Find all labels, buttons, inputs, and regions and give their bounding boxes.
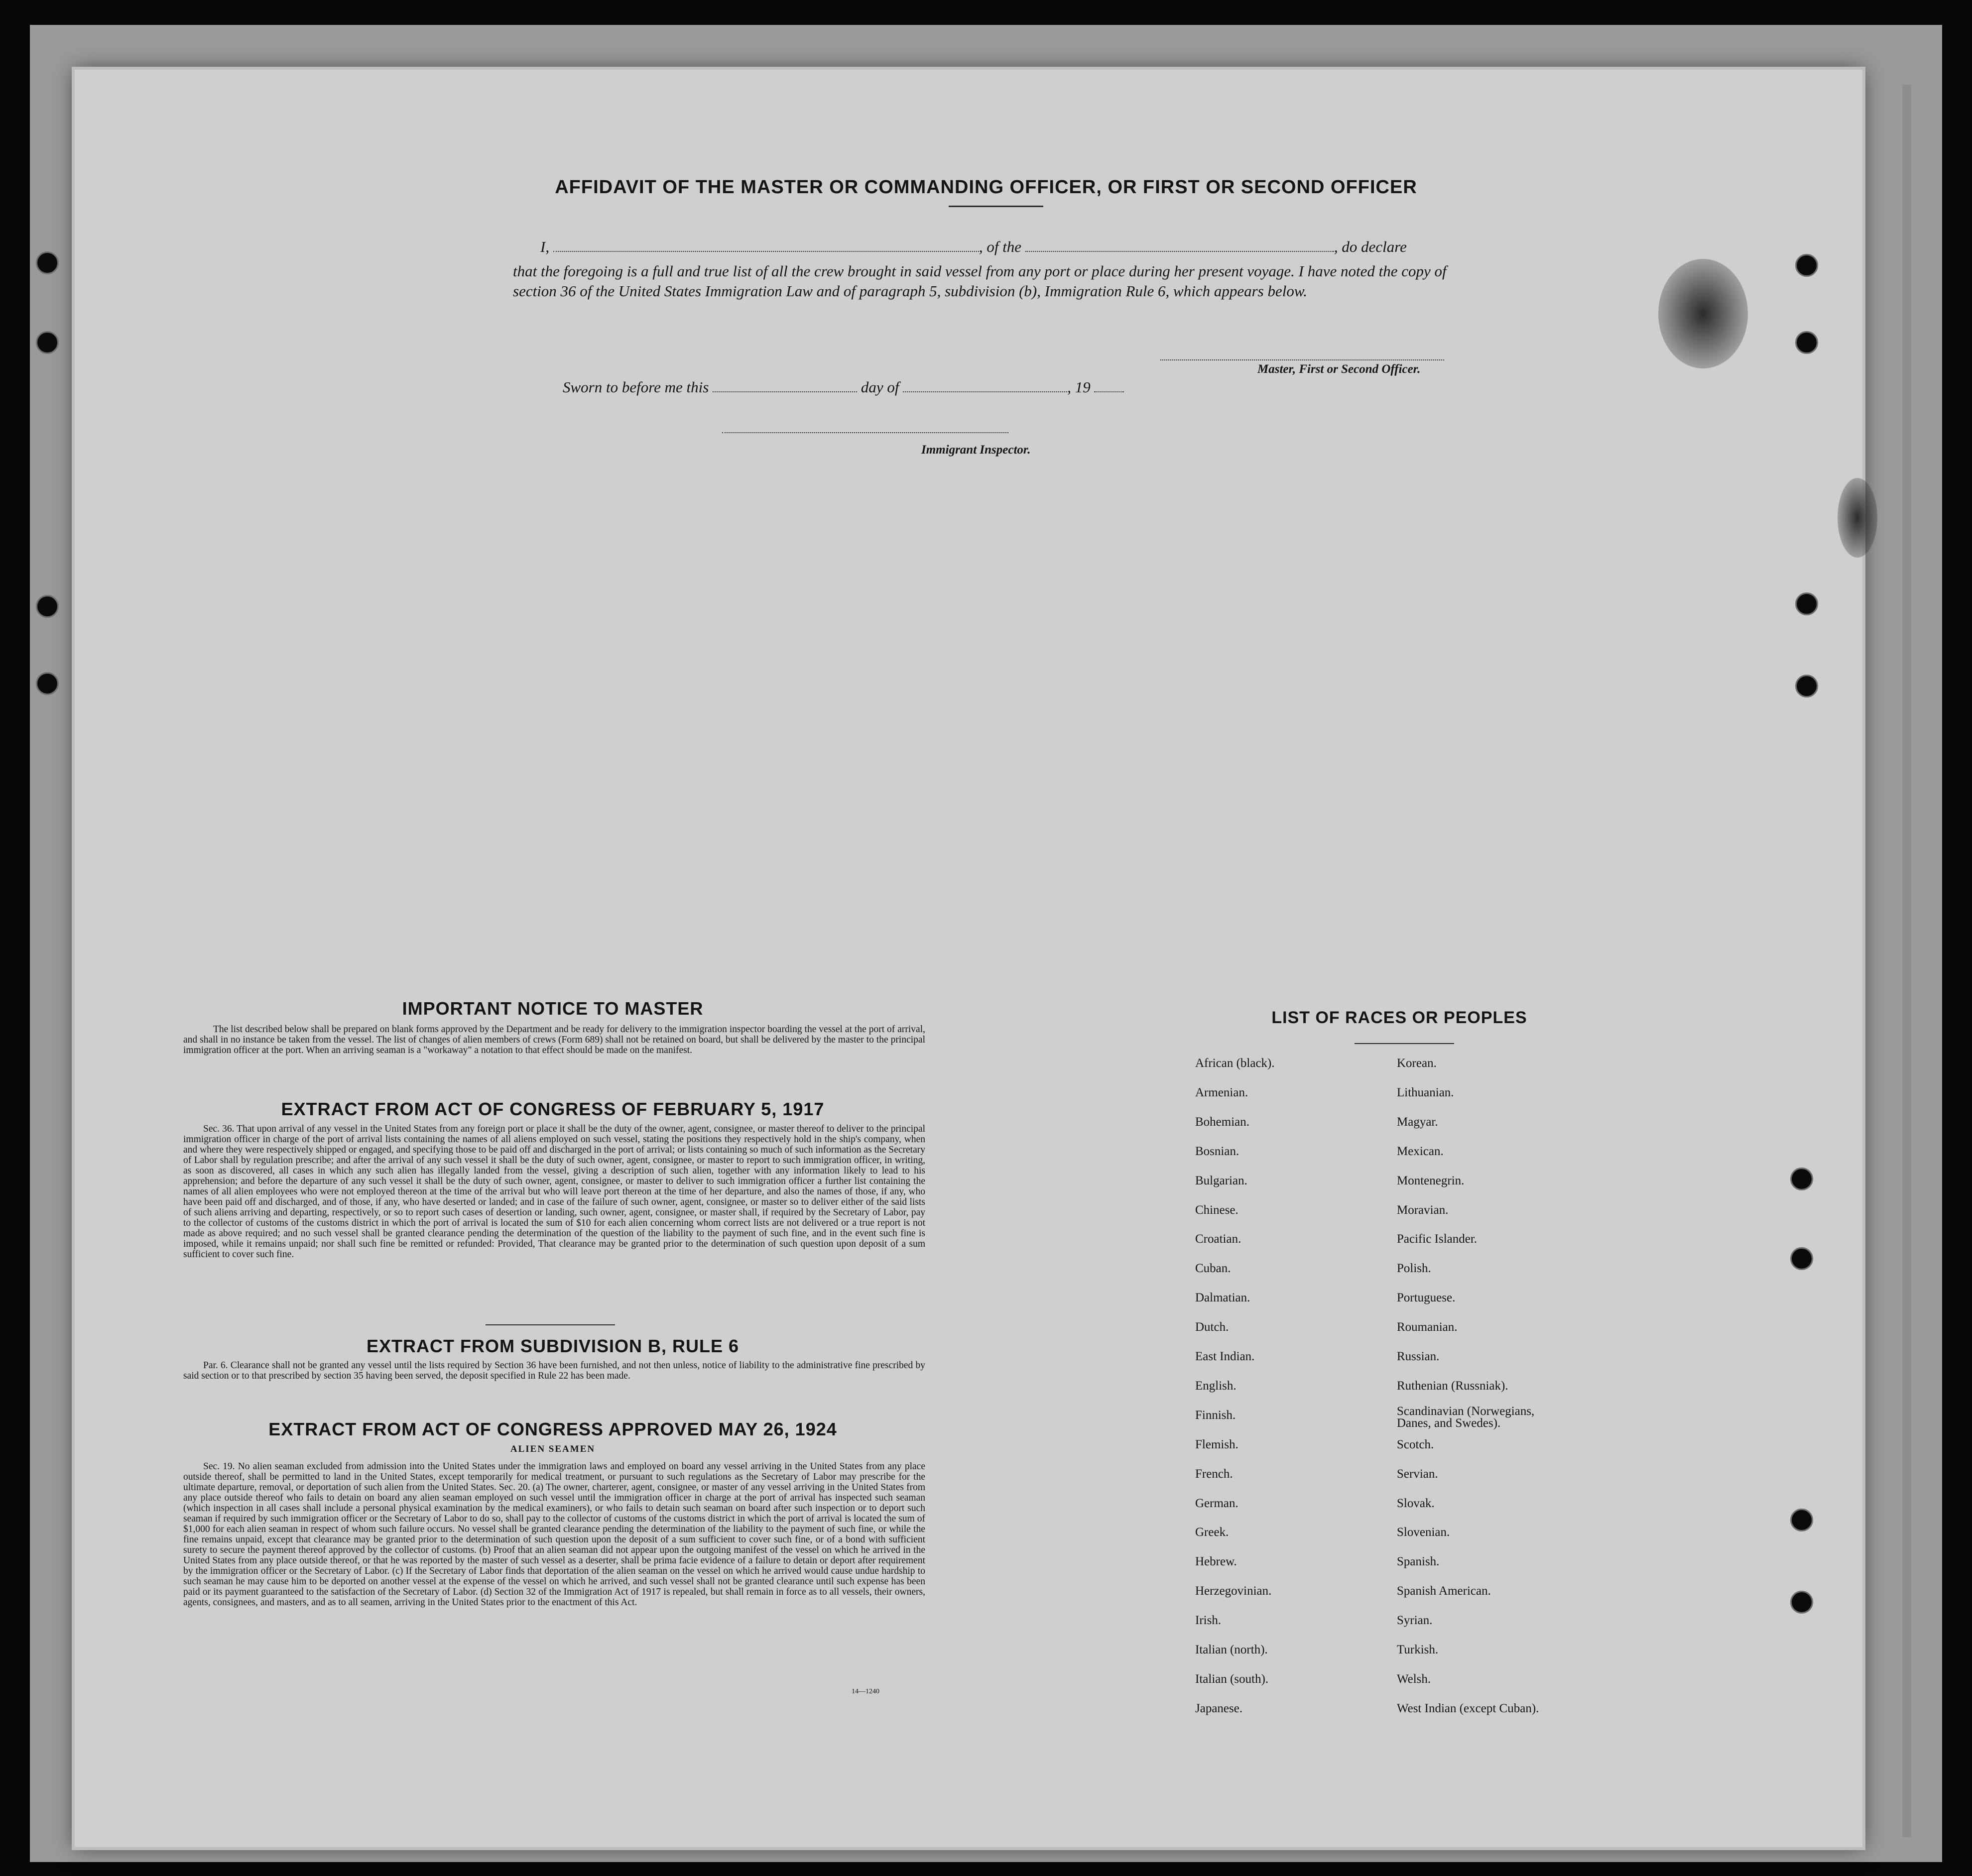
- punch-hole: [1795, 331, 1818, 354]
- punch-hole: [1790, 1509, 1813, 1531]
- affidavit-body: that the foregoing is a full and true list of all the crew brought in said vessel from any port or place during her present voyage. I have noted the copy of section 36 of the United States Immigration Law and of paragraph 5, subdivision (b), Immigration Rule 6, which appears below.: [513, 262, 1447, 300]
- sworn-prefix: Sworn to before me this: [563, 378, 709, 396]
- sworn-day-of: day of: [861, 378, 899, 396]
- extract-1924-subtitle: ALIEN SEAMEN: [510, 1444, 596, 1454]
- race-entry: Mexican.: [1397, 1144, 1444, 1158]
- affidavit-line-1: [540, 238, 1407, 256]
- inspector-signature-line[interactable]: [722, 432, 1008, 433]
- ink-smudge: [1658, 259, 1748, 368]
- sworn-day-blank[interactable]: [713, 379, 857, 392]
- affidavit-of-the: , of the: [979, 238, 1022, 255]
- race-entry: Bosnian.: [1195, 1144, 1239, 1158]
- section-divider: [486, 1324, 615, 1325]
- race-entry: Russian.: [1397, 1350, 1440, 1363]
- extract-1924-title: EXTRACT FROM ACT OF CONGRESS APPROVED MAY 26, 1924: [268, 1419, 837, 1439]
- extract-rule6-body: Par. 6. Clearance shall not be granted any vessel until the lists required by Section 36 have been furnished, and not then unless, notice of liability to the administrative fine prescribed by said section or to that prescribed by section 35 having been served, the deposit specified in Rule 22 has been made.: [183, 1360, 925, 1381]
- punch-hole: [36, 672, 59, 695]
- race-entry: Flemish.: [1195, 1437, 1238, 1451]
- race-entry: Greek.: [1195, 1525, 1229, 1539]
- race-entry: East Indian.: [1195, 1350, 1255, 1363]
- race-entry: Lithuanian.: [1397, 1085, 1454, 1099]
- ink-smudge: [1838, 478, 1877, 558]
- extract-1924-body: Sec. 19. No alien seaman excluded from admission into the United States under the immigration laws and employed on board any vessel arriving in the United States from any place outside thereof, shall be permitted to land in the United States, except temporarily for medical treatment, or pursuant to such regulations as the Secretary of Labor may prescribe for the ultimate departure, removal, or deportation of such alien from the United States. Sec. 20. (a) The owner, charterer, agent, consignee, or master of any vessel arriving in the United States from any place outside thereof who fails to detain on board any alien seaman employed on such vessel until the immigration officer in charge at the port of arrival has inspected such seaman (which inspection in all cases shall include a personal physical examination by the medical examiners), or who fails to detain such seaman on board after such inspection or to deport such seaman if required by such immigration officer or the Secretary of Labor to do so, shall pay to the collector of customs of the customs district in which the port of arrival is located the sum of $1,000 for each alien seaman in respect of whom such failure occurs. No vessel shall be granted clearance pending the determination of the liability to the payment of such fine, or while the fine remains unpaid, except that clearance may be granted prior to the determination of such question upon the deposit of a sum sufficient to cover such fine, or of a bond with sufficient surety to secure the payment thereof approved by the collector of customs. (b) Proof that an alien seaman did not appear upon the outgoing manifest of the vessel on which he arrived in the United States from any place outside thereof, or that he was reported by the master of such vessel as a deserter, shall be prima facie evidence of a failure to detain or deport after requirement by the immigration officer or the Secretary of Labor. (c) If the Secretary of Labor finds that deportation of the alien seaman on the vessel on which he arrived would cause undue hardship to such seaman he may cause him to be deported on another vessel at the expense of the vessel on which he arrived, and such vessel shall not be granted clearance until such expense has been paid or its payment guaranteed to the satisfaction of the Secretary of Labor. (d) Section 32 of the Immigration Act of 1917 is repealed, but shall remain in force as to all vessels, their owners, agents, consignees, and masters, and as to all seamen, arriving in the United States prior to the enactment of this Act.: [183, 1461, 925, 1608]
- name-blank[interactable]: [553, 239, 979, 252]
- race-entry: Hebrew.: [1195, 1555, 1237, 1569]
- race-entry: Bulgarian.: [1195, 1173, 1247, 1187]
- punch-hole: [1795, 675, 1818, 698]
- race-entry: Scotch.: [1397, 1437, 1434, 1451]
- races-title-underline: [1355, 1043, 1454, 1044]
- race-entry: Bohemian.: [1195, 1115, 1250, 1129]
- sworn-year-blank[interactable]: [1094, 379, 1124, 392]
- race-entry: Moravian.: [1397, 1203, 1449, 1217]
- race-entry: Magyar.: [1397, 1115, 1438, 1129]
- affidavit-do-declare: , do declare: [1334, 238, 1407, 255]
- race-entry: Slovenian.: [1397, 1525, 1450, 1539]
- race-entry: Welsh.: [1397, 1672, 1431, 1686]
- race-entry: Turkish.: [1397, 1643, 1439, 1656]
- race-entry: African (black).: [1195, 1056, 1275, 1070]
- race-entry: Herzegovinian.: [1195, 1584, 1272, 1598]
- race-entry: Servian.: [1397, 1467, 1438, 1481]
- punch-hole: [36, 331, 59, 354]
- race-entry: Pacific Islander.: [1397, 1232, 1478, 1246]
- race-entry: Cuban.: [1195, 1262, 1231, 1276]
- race-entry: Spanish American.: [1397, 1584, 1491, 1598]
- inspector-caption: Immigrant Inspector.: [921, 443, 1031, 457]
- race-entry: Irish.: [1195, 1614, 1222, 1628]
- punch-hole: [1790, 1247, 1813, 1270]
- race-entry: Dutch.: [1195, 1320, 1229, 1334]
- punch-hole: [36, 595, 59, 618]
- extract-rule6-title: EXTRACT FROM SUBDIVISION B, RULE 6: [366, 1336, 740, 1356]
- race-entry: English.: [1195, 1379, 1236, 1393]
- race-entry: Finnish.: [1195, 1408, 1236, 1422]
- race-entry: Croatian.: [1195, 1232, 1241, 1246]
- right-sheet-edge: [1902, 85, 1911, 1837]
- vessel-blank[interactable]: [1025, 239, 1334, 252]
- race-entry: Roumanian.: [1397, 1320, 1458, 1334]
- race-entry: Syrian.: [1397, 1614, 1433, 1628]
- punch-hole: [1795, 254, 1818, 277]
- affidavit-title: AFFIDAVIT OF THE MASTER OR COMMANDING OFFICER, OR FIRST OR SECOND OFFICER: [555, 177, 1417, 198]
- race-entry: Italian (north).: [1195, 1643, 1268, 1656]
- extract-1917-body: Sec. 36. That upon arrival of any vessel in the United States from any foreign port or place it shall be the duty of the owner, agent, consignee, or master thereof to deliver to the principal immigration officer in charge of the port of arrival lists containing the names of all aliens employed on such vessel, stating the positions they respectively hold in the ship's company, when and where they were respectively shipped or engaged, and specifying those to be paid off and discharged in the port of arrival; or lists containing so much of such information as the Secretary of Labor shall by regulation prescribe; and after the arrival of any such vessel it shall be the duty of such owner, agent, consignee, or master to report to such immigration officer, in writing, as soon as discovered, all cases in which any such alien has illegally landed from the vessel, giving a description of such alien, together with any information likely to lead to his apprehension; and before the departure of any such vessel it shall be the duty of such owner, agent, consignee, or master to deliver to such immigration officer a further list containing the names of all alien employees who were not employed thereon at the time of the arrival but who will leave port thereon at the time of her departure, and also the names of those, if any, who have been paid off and discharged, and of those, if any, who have deserted or landed; and in case of the failure of such owner, agent, consignee, or master so to deliver either of the said lists of such aliens arriving and departing, respectively, or so to report such cases of desertion or landing, such owner, agent, consignee, or master shall, if required by the Secretary of Labor, pay to the collector of customs of the customs district in which the port of arrival is located the sum of $10 for each alien concerning whom correct lists are not delivered or a true report is not made as above required; and no such vessel shall be granted clearance pending the determination of the question of the liability to the payment of such fine, and in the event such fine is imposed, while it remains unpaid; nor shall such fine be remitted or refunded: Provided, That clearance may be granted prior to the determination of such question upon deposit of a sum sufficient to cover such fine.: [183, 1124, 925, 1260]
- race-entry: Ruthenian (Russniak).: [1397, 1379, 1508, 1393]
- form-number: 14—1240: [852, 1688, 879, 1695]
- sworn-year: , 19: [1067, 378, 1091, 396]
- sworn-month-blank[interactable]: [903, 379, 1067, 392]
- race-entry: Dalmatian.: [1195, 1291, 1250, 1305]
- race-entry: Montenegrin.: [1397, 1173, 1465, 1187]
- punch-hole: [1790, 1168, 1813, 1190]
- race-entry: Armenian.: [1195, 1085, 1248, 1099]
- title-underline: [949, 206, 1043, 207]
- extract-1917-title: EXTRACT FROM ACT OF CONGRESS OF FEBRUARY 5, 1917: [281, 1099, 825, 1119]
- race-entry: German.: [1195, 1496, 1238, 1510]
- punch-hole: [1795, 592, 1818, 615]
- race-entry: Slovak.: [1397, 1496, 1435, 1510]
- race-entry: Spanish.: [1397, 1555, 1440, 1569]
- master-signature-line[interactable]: [1160, 359, 1444, 360]
- race-entry: West Indian (except Cuban).: [1397, 1701, 1539, 1715]
- races-title: LIST OF RACES OR PEOPLES: [1271, 1008, 1527, 1027]
- affidavit-i: I,: [540, 238, 550, 255]
- race-entry: Chinese.: [1195, 1203, 1238, 1217]
- sworn-line: [563, 378, 1124, 396]
- race-entry: Japanese.: [1195, 1701, 1243, 1715]
- race-entry: Scandinavian (Norwegians, Danes, and Swedes).: [1397, 1404, 1535, 1430]
- notice-title: IMPORTANT NOTICE TO MASTER: [402, 998, 704, 1019]
- race-entry: Portuguese.: [1397, 1291, 1456, 1305]
- race-entry: Korean.: [1397, 1056, 1437, 1070]
- punch-hole: [36, 251, 59, 274]
- notice-body: The list described below shall be prepared on blank forms approved by the Department and be ready for delivery to the immigration inspector boarding the vessel at the port of arrival, and shall in no instance be taken from the vessel. The list of changes of alien members of crews (Form 689) shall not be retained on board, but shall be delivered by the master to the principal immigration officer at the port. When an arriving seaman is a "workaway" a notation to that effect should be made on the manifest.: [183, 1024, 925, 1055]
- race-entry: Polish.: [1397, 1262, 1431, 1276]
- race-entry: French.: [1195, 1467, 1233, 1481]
- master-caption: Master, First or Second Officer.: [1257, 362, 1421, 376]
- race-entry: Italian (south).: [1195, 1672, 1269, 1686]
- punch-hole: [1790, 1591, 1813, 1614]
